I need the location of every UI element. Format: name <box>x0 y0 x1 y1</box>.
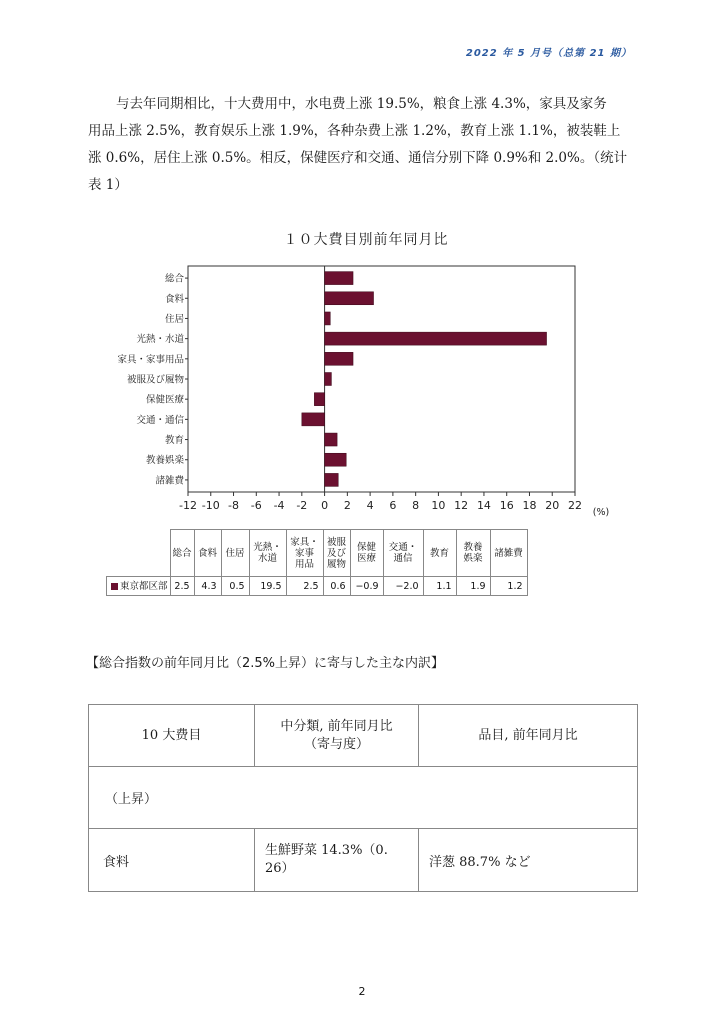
category-label: 被服及び履物 <box>126 374 184 386</box>
series-name: 東京都区部 <box>120 580 168 592</box>
x-tick-label: 2 <box>343 499 351 512</box>
bar <box>314 393 324 406</box>
x-tick-label: 18 <box>522 499 537 512</box>
header-subcategory-line1: 中分類, 前年同月比 <box>280 718 393 734</box>
data-table-header <box>323 530 350 577</box>
x-tick-label: -10 <box>201 499 220 512</box>
data-table-header-line: 総合 <box>172 547 192 559</box>
row-item: 洋葱 88.7% など <box>419 829 638 892</box>
plot-frame <box>188 266 575 492</box>
table-row <box>89 829 638 892</box>
data-table-value: 19.5 <box>249 577 286 596</box>
contribution-table <box>88 704 638 892</box>
bar <box>302 413 325 426</box>
x-tick-label: 22 <box>568 499 582 512</box>
data-table-header <box>286 530 323 577</box>
issue-header: 2022 年 5 月号（总第 21 期） <box>465 48 632 59</box>
bar <box>325 292 374 305</box>
x-tick-label: -12 <box>179 499 197 512</box>
bar <box>325 373 332 386</box>
category-label: 交通・通信 <box>136 414 184 426</box>
category-label: 光熱・水道 <box>136 334 184 346</box>
category-label: 諸雑費 <box>155 475 184 487</box>
data-table-value: 2.5 <box>286 577 323 596</box>
x-tick-label: 8 <box>412 499 420 512</box>
data-table-header <box>249 530 286 577</box>
header-subcategory <box>255 705 419 767</box>
category-label: 教養娯楽 <box>145 455 184 467</box>
row-subcategory-line2: 26） <box>265 861 295 876</box>
section-heading: 【総合指数の前年同月比（2.5%上昇）に寄与した主な内訳】 <box>86 656 445 671</box>
empty-corner-cell <box>107 530 171 577</box>
bar <box>325 312 331 325</box>
data-table-header-line: 通信 <box>393 553 413 564</box>
bar <box>325 453 347 466</box>
header-subcategory-line2: （寄与度） <box>303 736 369 752</box>
data-table-value: 4.3 <box>194 577 221 596</box>
data-table-header-line: 住居 <box>225 547 245 559</box>
series-legend-label <box>107 577 171 596</box>
x-tick-label: 0 <box>321 499 329 512</box>
chart-data-table <box>106 529 528 596</box>
category-label: 住居 <box>164 313 184 325</box>
data-table-header-line: 保健 <box>357 542 377 553</box>
data-table-value: 2.5 <box>170 577 194 596</box>
x-tick-label: -8 <box>228 499 240 512</box>
data-table-value: 1.2 <box>490 577 527 596</box>
x-tick-label: 20 <box>545 499 560 512</box>
data-table-value: 1.9 <box>456 577 490 596</box>
data-table-header-row <box>107 530 528 577</box>
row-subcategory-line1: 生鮮野菜 14.3%（0. <box>265 843 388 858</box>
bar <box>325 352 353 365</box>
bar <box>325 433 338 446</box>
paragraph-line: 涨 0.6%，居住上涨 0.5%。相反，保健医疗和交通、通信分别下降 0.9%和 2.0%。（统计 <box>88 150 628 166</box>
table-header-row <box>89 705 638 767</box>
chart-svg <box>96 228 636 528</box>
header-item: 品目, 前年同月比 <box>419 705 638 767</box>
x-tick-label: -2 <box>296 499 308 512</box>
data-table-header <box>383 530 423 577</box>
header-category: 10 大费目 <box>89 705 255 767</box>
data-table-header-line: 光熱・ <box>253 542 282 553</box>
category-label: 教育 <box>164 435 184 447</box>
category-label: 食料 <box>164 293 184 305</box>
data-table-value: 1.1 <box>423 577 456 596</box>
bar <box>325 473 339 486</box>
paragraph-line: 用品上涨 2.5%，教育娱乐上涨 1.9%，各种杂费上涨 1.2%，教育上涨 1.1%，被装鞋上 <box>88 123 621 139</box>
data-table-header <box>350 530 383 577</box>
legend-swatch-icon <box>111 583 118 590</box>
data-table-header-line: 用品 <box>295 558 315 570</box>
unit-label: (%) <box>592 507 610 518</box>
data-table-header <box>423 530 456 577</box>
x-tick-label: -6 <box>250 499 262 512</box>
data-table-header <box>490 530 527 577</box>
bar <box>325 272 353 285</box>
x-tick-label: 14 <box>476 499 491 512</box>
data-table-header-line: 医療 <box>357 553 377 564</box>
paragraph-line: 与去年同期相比，十大费用中，水电费上涨 19.5%，粮食上涨 4.3%，家具及家务 <box>116 96 607 112</box>
bar <box>325 332 547 345</box>
data-table-value: 0.6 <box>323 577 350 596</box>
row-subcategory <box>255 829 419 892</box>
x-tick-label: -4 <box>273 499 285 512</box>
data-table-header-line: 教育 <box>430 547 450 559</box>
data-table-header-line: 交通・ <box>388 542 418 553</box>
data-table-header-line: 食料 <box>198 547 218 559</box>
data-table-value: 0.5 <box>221 577 249 596</box>
paragraph-line: 表 1） <box>88 177 128 193</box>
data-table-value-row <box>107 577 528 596</box>
data-table-header-line: 家事 <box>295 547 315 559</box>
data-table-header-line: 家具・ <box>290 536 319 548</box>
x-tick-label: 16 <box>499 499 514 512</box>
x-tick-label: 4 <box>366 499 374 512</box>
data-table-header-line: 及び <box>327 547 347 559</box>
group-row <box>89 767 638 829</box>
category-label: 家具・家事用品 <box>117 354 184 366</box>
group-label: （上昇） <box>89 767 638 829</box>
data-table-header-line: 履物 <box>327 558 347 570</box>
data-table-header <box>194 530 221 577</box>
category-label: 総合 <box>164 273 184 285</box>
data-table-header-line: 教養 <box>463 542 483 553</box>
data-table-header <box>170 530 194 577</box>
row-category: 食料 <box>89 829 255 892</box>
data-table-header-line: 水道 <box>258 553 278 564</box>
data-table-value: −2.0 <box>383 577 423 596</box>
data-table-header-line: 被服 <box>327 536 347 548</box>
body-paragraph <box>88 91 640 199</box>
page-number: 2 <box>358 985 366 998</box>
x-tick-label: 12 <box>454 499 469 512</box>
x-tick-label: 10 <box>431 499 446 512</box>
data-table-header-line: 諸雑費 <box>494 547 523 559</box>
chart-title: １０大費目別前年同月比 <box>283 232 449 248</box>
data-table-header-line: 娯楽 <box>463 553 483 564</box>
data-table-value: −0.9 <box>350 577 383 596</box>
category-label: 保健医療 <box>145 394 184 406</box>
data-table-header <box>456 530 490 577</box>
data-table-header <box>221 530 249 577</box>
x-tick-label: 6 <box>389 499 397 512</box>
